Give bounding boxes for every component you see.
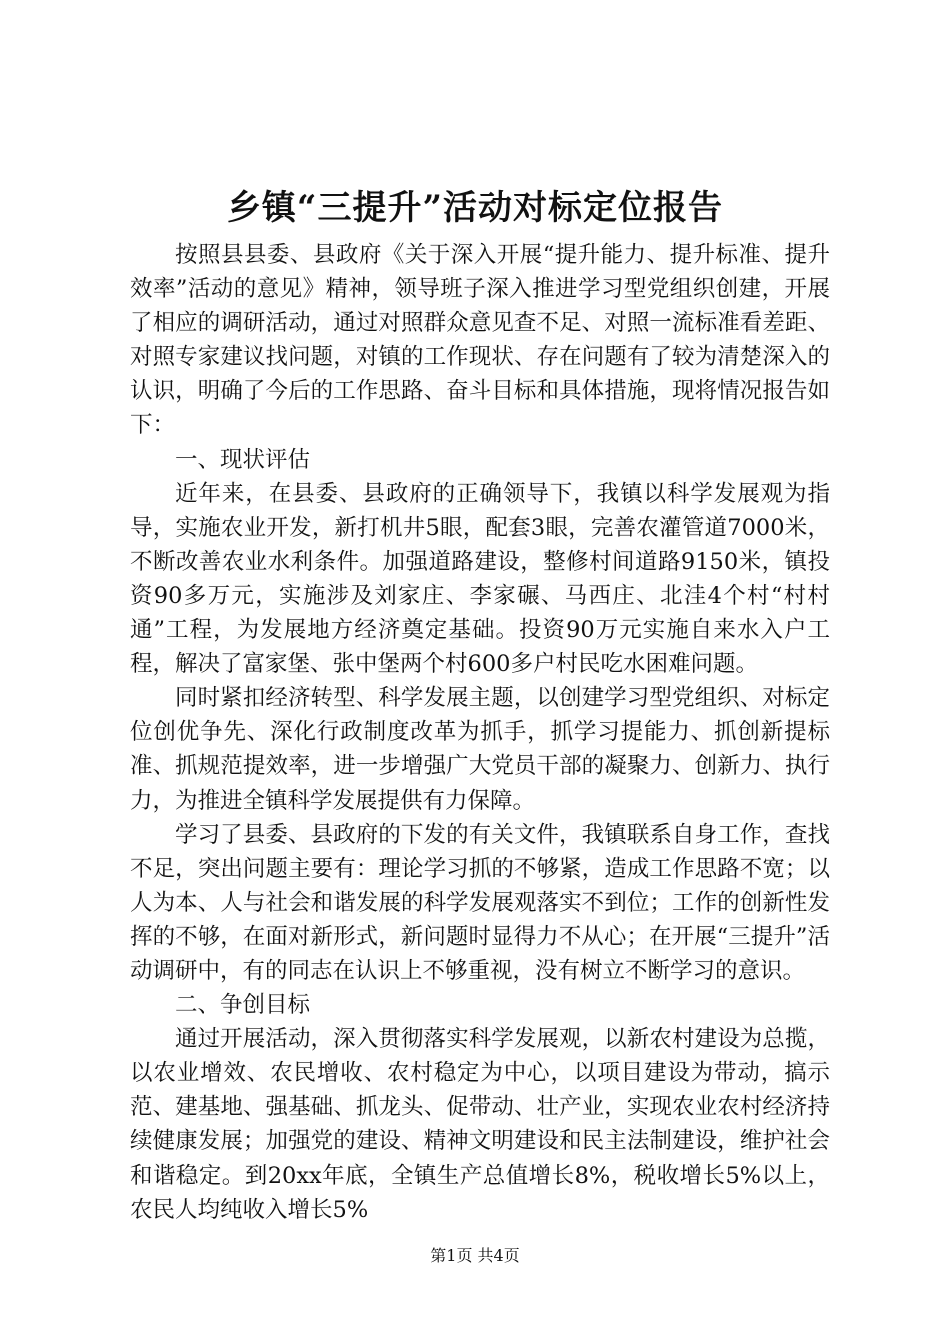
document-title: 乡镇“三提升”活动对标定位报告: [226, 188, 724, 228]
section-heading-goals: 二、争创目标: [175, 992, 311, 1019]
paragraph-problems: 学习了县委、县政府的下发的有关文件，我镇联系自身工作，查找不足，突出问题主要有：理论学习抓的不够紧，造成工作思路不宽；以人为本、人与社会和谐发展的科学发展观落实不到位；工作的创新性发挥的不够，在面对新形式，新问题时显得力不从心；在开展“三提升”活动调研中，有的同志在认识上不够重视，没有树立不断学习的意识。: [130, 821, 830, 984]
page-number-footer: 第1页 共4页: [430, 1246, 520, 1265]
section-heading-current-status: 一、现状评估: [175, 446, 311, 473]
paragraph-goals: 通过开展活动，深入贯彻落实科学发展观，以新农村建设为总揽，以农业增效、农民增收、农村稳定为中心，以项目建设为带动，搞示范、建基地、强基础、抓龙头、促带动、壮产业，实现农业农村经济持续健康发展；加强党的建设、精神文明建设和民主法制建设，维护社会和谐稳定。到20xx年底，全镇生产总值增长8%，税收增长5%以上，农民人均纯收入增长5%: [130, 1026, 830, 1223]
paragraph-intro: 按照县县委、县政府《关于深入开展“提升能力、提升标准、提升效率”活动的意见》精神，领导班子深入推进学习型党组织创建，开展了相应的调研活动，通过对照群众意见查不足、对照一流标准看差距、对照专家建议找问题，对镇的工作现状、存在问题有了较为清楚深入的认识，明确了今后的工作思路、奋斗目标和具体措施，现将情况报告如下：: [130, 242, 830, 439]
paragraph-transformation: 同时紧扣经济转型、科学发展主题，以创建学习型党组织、对标定位创优争先、深化行政制度改革为抓手，抓学习提能力、抓创新提标准、抓规范提效率，进一步增强广大党员干部的凝聚力、创新力、执行力，为推进全镇科学发展提供有力保障。: [130, 685, 830, 814]
paragraph-achievements: 近年来，在县委、县政府的正确领导下，我镇以科学发展观为指导，实施农业开发，新打机井5眼，配套3眼，完善农灌管道7000米，不断改善农业水利条件。加强道路建设，整修村间道路9150米，镇投资90多万元，实施涉及刘家庄、李家碾、马西庄、北洼4个村“村村通”工程，为发展地方经济奠定基础。投资90万元实施自来水入户工程，解决了富家堡、张中堡两个村600多户村民吃水困难问题。: [130, 480, 830, 678]
document-body: [130, 238, 830, 1227]
